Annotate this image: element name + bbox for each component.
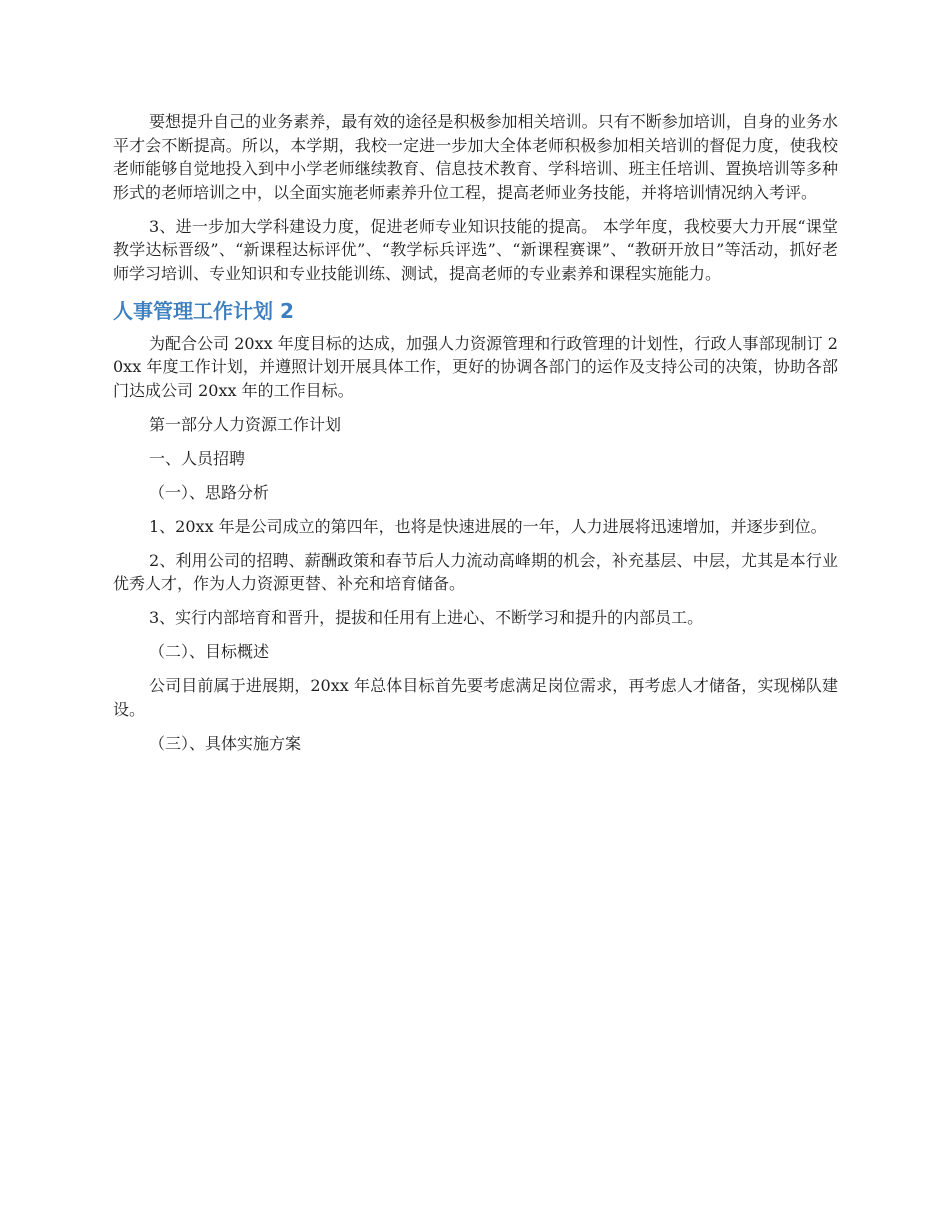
list-item-point-3: 3、实行内部培育和晋升，提拔和任用有上进心、不断学习和提升的内部员工。 (149, 608, 704, 627)
document-body (113, 110, 838, 766)
list-item-point-2: 2、利用公司的招聘、薪酬政策和春节后人力流动高峰期的机会，补充基层、中层，尤其是本行业优秀人才，作为人力资源更替、补充和培育储备。 (113, 550, 838, 593)
paragraph-subject-building: 3、进一步加大学科建设力度，促进老师专业知识技能的提高。 本学年度，我校要大力开展“课堂教学达标晋级”、“新课程达标评优”、“教学标兵评选”、“新课程赛课”、“教研开放日”等活动，抓好老师学习培训、专业知识和专业技能训练、测试，提高老师的专业素养和课程实施能力。 (113, 216, 838, 283)
subsection-implementation: （三）、具体实施方案 (149, 733, 302, 753)
subsection-analysis: （一）、思路分析 (149, 482, 270, 502)
paragraph-goals: 公司目前属于进展期，20xx 年总体目标首先要考虑满足岗位需求，再考虑人才储备，实现梯队建设。 (113, 676, 838, 719)
section-recruitment: 一、人员招聘 (149, 448, 246, 468)
paragraph-training: 要想提升自己的业务素养，最有效的途径是积极参加相关培训。只有不断参加培训，自身的业务水平才会不断提高。所以，本学期，我校一定进一步加大全体老师积极参加相关培训的督促力度，使我校老师能够自觉地投入到中小学老师继续教育、信息技术教育、学科培训、班主任培训、置换培训等多种形式的老师培训之中，以全面实施老师素养升位工程，提高老师业务技能，并将培训情况纳入考评。 (113, 112, 838, 202)
list-item-point-1: 1、20xx 年是公司成立的第四年，也将是快速进展的一年，人力进展将迅速增加，并逐步到位。 (149, 516, 827, 536)
part-title: 第一部分人力资源工作计划 (149, 414, 342, 434)
paragraph-intro: 为配合公司 20xx 年度目标的达成，加强人力资源管理和行政管理的计划性，行政人事部现制订 20xx 年度工作计划，并遵照计划开展具体工作，更好的协调各部门的运作及支持公司的决策，协助各部门达成公司 20xx 年的工作目标。 (113, 333, 838, 400)
subsection-goals: （二）、目标概述 (149, 642, 270, 661)
section-heading: 人事管理工作计划 2 (113, 298, 294, 323)
